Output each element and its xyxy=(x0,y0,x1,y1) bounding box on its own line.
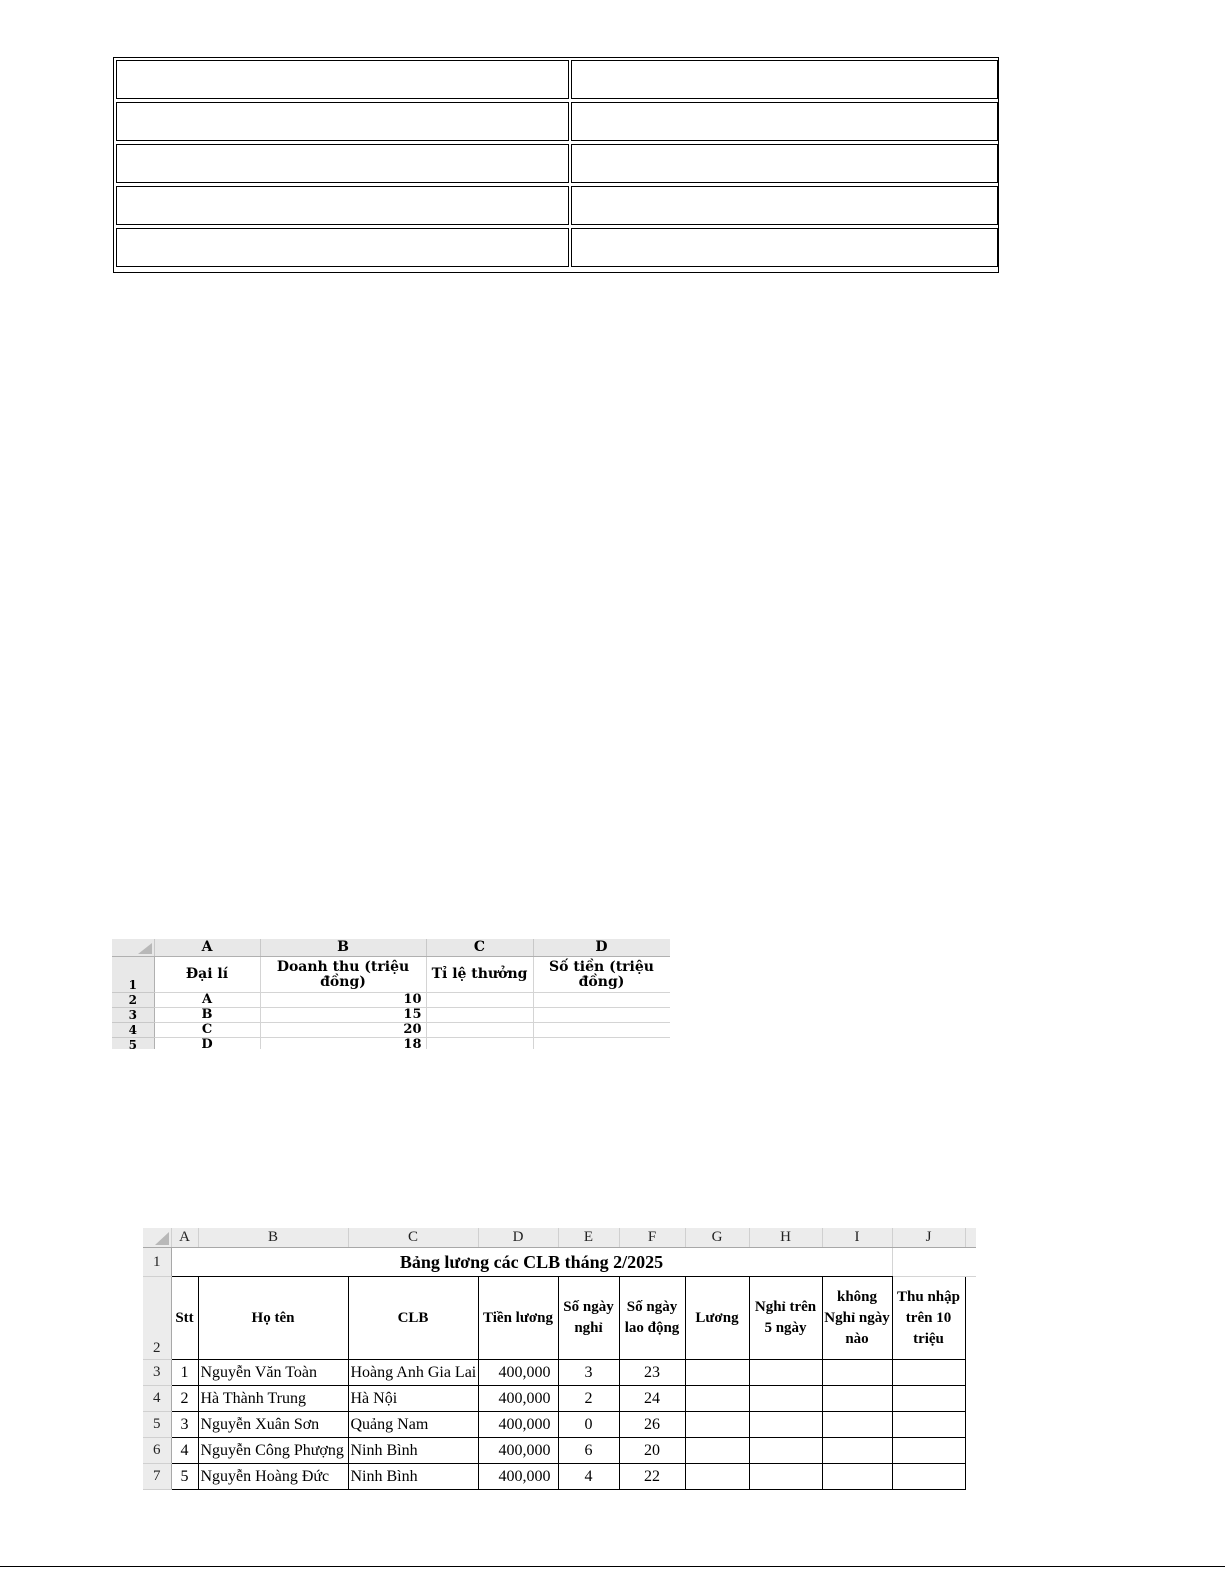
cell-agent[interactable]: D xyxy=(154,1038,260,1050)
cell-bonus-rate[interactable] xyxy=(426,1008,533,1023)
header-name[interactable]: Họ tên xyxy=(198,1277,348,1360)
cell-no-days-off[interactable] xyxy=(822,1386,892,1412)
blank-cell[interactable] xyxy=(965,1412,976,1438)
cell-days-off[interactable]: 0 xyxy=(558,1412,619,1438)
cell-name[interactable]: Hà Thành Trung xyxy=(198,1386,348,1412)
header-no-days-off[interactable]: không Nghỉ ngày nào xyxy=(822,1277,892,1360)
cell-amount[interactable] xyxy=(533,1038,670,1050)
sheet-title[interactable]: Bảng lương các CLB tháng 2/2025 xyxy=(171,1248,892,1277)
cell-no-days-off[interactable] xyxy=(822,1360,892,1386)
column-header-k[interactable] xyxy=(965,1228,976,1248)
row-header-1[interactable]: 1 xyxy=(112,957,154,993)
cell-days-off[interactable]: 2 xyxy=(558,1386,619,1412)
blank-cell[interactable] xyxy=(965,1438,976,1464)
cell-stt[interactable]: 4 xyxy=(171,1438,198,1464)
cell-no-days-off[interactable] xyxy=(822,1438,892,1464)
column-header-h[interactable]: H xyxy=(749,1228,822,1248)
cell-income-over-10m[interactable] xyxy=(892,1360,965,1386)
answer-grid xyxy=(113,57,999,273)
cell-stt[interactable]: 3 xyxy=(171,1412,198,1438)
cell-work-days[interactable]: 26 xyxy=(619,1412,685,1438)
cell-bonus-rate[interactable] xyxy=(426,1038,533,1050)
header-bonus-rate[interactable]: Tỉ lệ thưởng xyxy=(426,957,533,993)
cell-club[interactable]: Ninh Bình xyxy=(348,1438,478,1464)
cell-days-off[interactable]: 6 xyxy=(558,1438,619,1464)
row-header-4[interactable]: 4 xyxy=(112,1023,154,1038)
answer-cell[interactable] xyxy=(571,60,998,99)
row-header-6[interactable]: 6 xyxy=(143,1438,171,1464)
header-revenue[interactable]: Doanh thu (triệu đồng) xyxy=(260,957,426,993)
cell-work-days[interactable]: 22 xyxy=(619,1464,685,1490)
cell-revenue[interactable]: 15 xyxy=(260,1008,426,1023)
answer-cell[interactable] xyxy=(571,144,998,183)
blank-cell[interactable] xyxy=(965,1360,976,1386)
salary-sheet xyxy=(143,1228,976,1496)
revenue-sheet xyxy=(112,939,670,1049)
cell-work-days[interactable]: 24 xyxy=(619,1386,685,1412)
row-header-4[interactable]: 4 xyxy=(143,1386,171,1412)
row-header-1[interactable]: 1 xyxy=(143,1248,171,1277)
cell-name[interactable]: Nguyễn Hoàng Đức xyxy=(198,1464,348,1490)
header-pay[interactable]: Lương xyxy=(685,1277,749,1360)
column-header-c[interactable]: C xyxy=(348,1228,478,1248)
cell-name[interactable]: Nguyễn Xuân Sơn xyxy=(198,1412,348,1438)
answer-cell[interactable] xyxy=(116,60,569,99)
cell-amount[interactable] xyxy=(533,993,670,1008)
column-header-f[interactable]: F xyxy=(619,1228,685,1248)
cell-agent[interactable]: C xyxy=(154,1023,260,1038)
header-days-off[interactable]: Số ngày nghỉ xyxy=(558,1277,619,1360)
column-header-d[interactable]: D xyxy=(533,939,670,957)
row-header-5[interactable]: 5 xyxy=(143,1412,171,1438)
cell-name[interactable]: Nguyễn Công Phượng xyxy=(198,1438,348,1464)
header-agent[interactable]: Đại lí xyxy=(154,957,260,993)
select-all-corner[interactable] xyxy=(112,939,154,957)
answer-cell[interactable] xyxy=(116,228,569,267)
row-header-3[interactable]: 3 xyxy=(143,1360,171,1386)
cell-salary[interactable]: 400,000 xyxy=(478,1438,558,1464)
cell-name[interactable]: Nguyễn Văn Toàn xyxy=(198,1360,348,1386)
cell-agent[interactable]: B xyxy=(154,1008,260,1023)
cell-stt[interactable]: 2 xyxy=(171,1386,198,1412)
cell-income-over-10m[interactable] xyxy=(892,1464,965,1490)
cell-off-over-5[interactable] xyxy=(749,1386,822,1412)
cell-pay[interactable] xyxy=(685,1386,749,1412)
column-header-c[interactable]: C xyxy=(426,939,533,957)
cell-income-over-10m[interactable] xyxy=(892,1438,965,1464)
select-all-icon xyxy=(155,1232,169,1245)
cell-off-over-5[interactable] xyxy=(749,1412,822,1438)
cell-bonus-rate[interactable] xyxy=(426,1023,533,1038)
answer-cell[interactable] xyxy=(571,228,998,267)
cell-pay[interactable] xyxy=(685,1360,749,1386)
cell-club[interactable]: Hà Nội xyxy=(348,1386,478,1412)
cell-income-over-10m[interactable] xyxy=(892,1386,965,1412)
cell-amount[interactable] xyxy=(533,1008,670,1023)
blank-cell[interactable] xyxy=(965,1277,976,1360)
column-header-i[interactable]: I xyxy=(822,1228,892,1248)
cell-agent[interactable]: A xyxy=(154,993,260,1008)
cell-no-days-off[interactable] xyxy=(822,1412,892,1438)
cell-salary[interactable]: 400,000 xyxy=(478,1360,558,1386)
column-header-a[interactable]: A xyxy=(154,939,260,957)
column-header-j[interactable]: J xyxy=(892,1228,965,1248)
cell-bonus-rate[interactable] xyxy=(426,993,533,1008)
cell-stt[interactable]: 5 xyxy=(171,1464,198,1490)
row-header-3[interactable]: 3 xyxy=(112,1008,154,1023)
row-header-2[interactable]: 2 xyxy=(112,993,154,1008)
header-stt[interactable]: Stt xyxy=(171,1277,198,1360)
cell-income-over-10m[interactable] xyxy=(892,1412,965,1438)
header-off-over-5[interactable]: Nghỉ trên 5 ngày xyxy=(749,1277,822,1360)
cell-pay[interactable] xyxy=(685,1412,749,1438)
cell-off-over-5[interactable] xyxy=(749,1360,822,1386)
row-header-2[interactable]: 2 xyxy=(143,1277,171,1360)
blank-cell[interactable] xyxy=(892,1248,976,1277)
column-header-b[interactable]: B xyxy=(260,939,426,957)
cell-stt[interactable]: 1 xyxy=(171,1360,198,1386)
row-header-7[interactable]: 7 xyxy=(143,1464,171,1490)
cell-days-off[interactable]: 4 xyxy=(558,1464,619,1490)
cell-pay[interactable] xyxy=(685,1438,749,1464)
cell-off-over-5[interactable] xyxy=(749,1438,822,1464)
column-header-a[interactable]: A xyxy=(171,1228,198,1248)
header-amount[interactable]: Số tiền (triệu đồng) xyxy=(533,957,670,993)
header-income-over-10m[interactable]: Thu nhập trên 10 triệu xyxy=(892,1277,965,1360)
cell-club[interactable]: Hoàng Anh Gia Lai xyxy=(348,1360,478,1386)
cell-salary[interactable]: 400,000 xyxy=(478,1464,558,1490)
header-salary[interactable]: Tiền lương xyxy=(478,1277,558,1360)
cell-amount[interactable] xyxy=(533,1023,670,1038)
select-all-icon xyxy=(138,943,152,954)
cell-club[interactable]: Quảng Nam xyxy=(348,1412,478,1438)
answer-cell[interactable] xyxy=(571,186,998,225)
cell-revenue[interactable]: 20 xyxy=(260,1023,426,1038)
cell-days-off[interactable]: 3 xyxy=(558,1360,619,1386)
answer-cell[interactable] xyxy=(571,102,998,141)
row-header-5[interactable]: 5 xyxy=(112,1038,154,1050)
page-bottom-rule xyxy=(0,1566,1225,1567)
blank-cell[interactable] xyxy=(965,1386,976,1412)
cell-revenue[interactable]: 18 xyxy=(260,1038,426,1050)
answer-cell[interactable] xyxy=(116,144,569,183)
cell-work-days[interactable]: 23 xyxy=(619,1360,685,1386)
column-header-d[interactable]: D xyxy=(478,1228,558,1248)
answer-cell[interactable] xyxy=(116,102,569,141)
header-work-days[interactable]: Số ngày lao động xyxy=(619,1277,685,1360)
column-header-b[interactable]: B xyxy=(198,1228,348,1248)
cell-pay[interactable] xyxy=(685,1464,749,1490)
cell-salary[interactable]: 400,000 xyxy=(478,1386,558,1412)
header-club[interactable]: CLB xyxy=(348,1277,478,1360)
select-all-corner[interactable] xyxy=(143,1228,171,1248)
cell-work-days[interactable]: 20 xyxy=(619,1438,685,1464)
cell-no-days-off[interactable] xyxy=(822,1464,892,1490)
cell-off-over-5[interactable] xyxy=(749,1464,822,1490)
answer-cell[interactable] xyxy=(116,186,569,225)
blank-cell[interactable] xyxy=(965,1464,976,1490)
cell-revenue[interactable]: 10 xyxy=(260,993,426,1008)
cell-club[interactable]: Ninh Bình xyxy=(348,1464,478,1490)
cell-salary[interactable]: 400,000 xyxy=(478,1412,558,1438)
column-header-g[interactable]: G xyxy=(685,1228,749,1248)
column-header-e[interactable]: E xyxy=(558,1228,619,1248)
